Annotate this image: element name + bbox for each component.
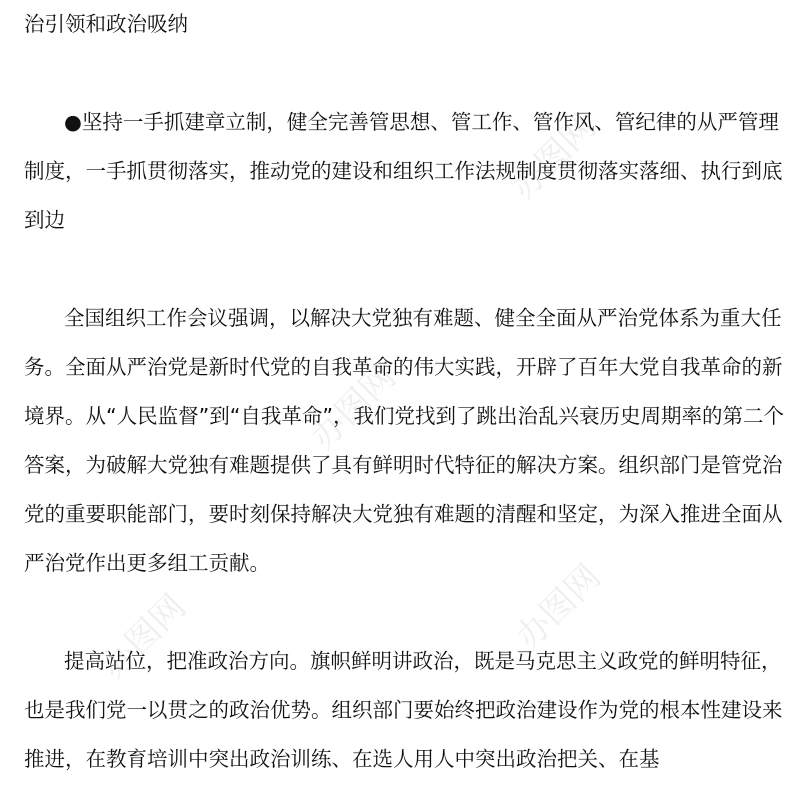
watermark: 办图网	[503, 106, 604, 208]
document-body	[24, 0, 784, 784]
paragraph-political-direction: 提高站位，把准政治方向。旗帜鲜明讲政治，既是马克思主义政党的鲜明特征，也是我们党一以贯之的政治优势。组织部门要始终把政治建设作为党的根本性建设来推进，在教育培训中突出政治训练、在选人用人中突出政治把关、在基	[24, 649, 783, 771]
paragraph-national-conference: 全国组织工作会议强调，以解决大党独有难题、健全全面从严治党体系为重大任务。全面从严治党是新时代党的自我革命的伟大实践，开辟了百年大党自我革命的新境界。从“人民监督”到“自我革命”，我们党找到了跳出治乱兴衰历史周期率的第二个答案，为破解大党独有难题提供了具有鲜明时代特征的解决方案。组织部门是管党治党的重要职能部门，要时刻保持解决大党独有难题的清醒和坚定，为深入推进全面从严治党作出更多组工贡献。	[24, 306, 784, 575]
watermark: 办图网	[303, 356, 404, 458]
paragraph-gap	[24, 49, 784, 98]
paragraph-fragment-top: 治引领和政治吸纳	[24, 12, 188, 36]
paragraph-bullet-regulations: ●坚持一手抓建章立制，健全完善管思想、管工作、管作风、管纪律的从严管理制度，一手抓贯彻落实，推动党的建设和组织工作法规制度贯彻落实落细、执行到底到边	[24, 110, 783, 232]
watermark: 办图网	[508, 556, 609, 658]
watermark: 办图网	[93, 586, 194, 688]
paragraph-gap	[24, 245, 784, 294]
paragraph-gap	[24, 588, 784, 637]
